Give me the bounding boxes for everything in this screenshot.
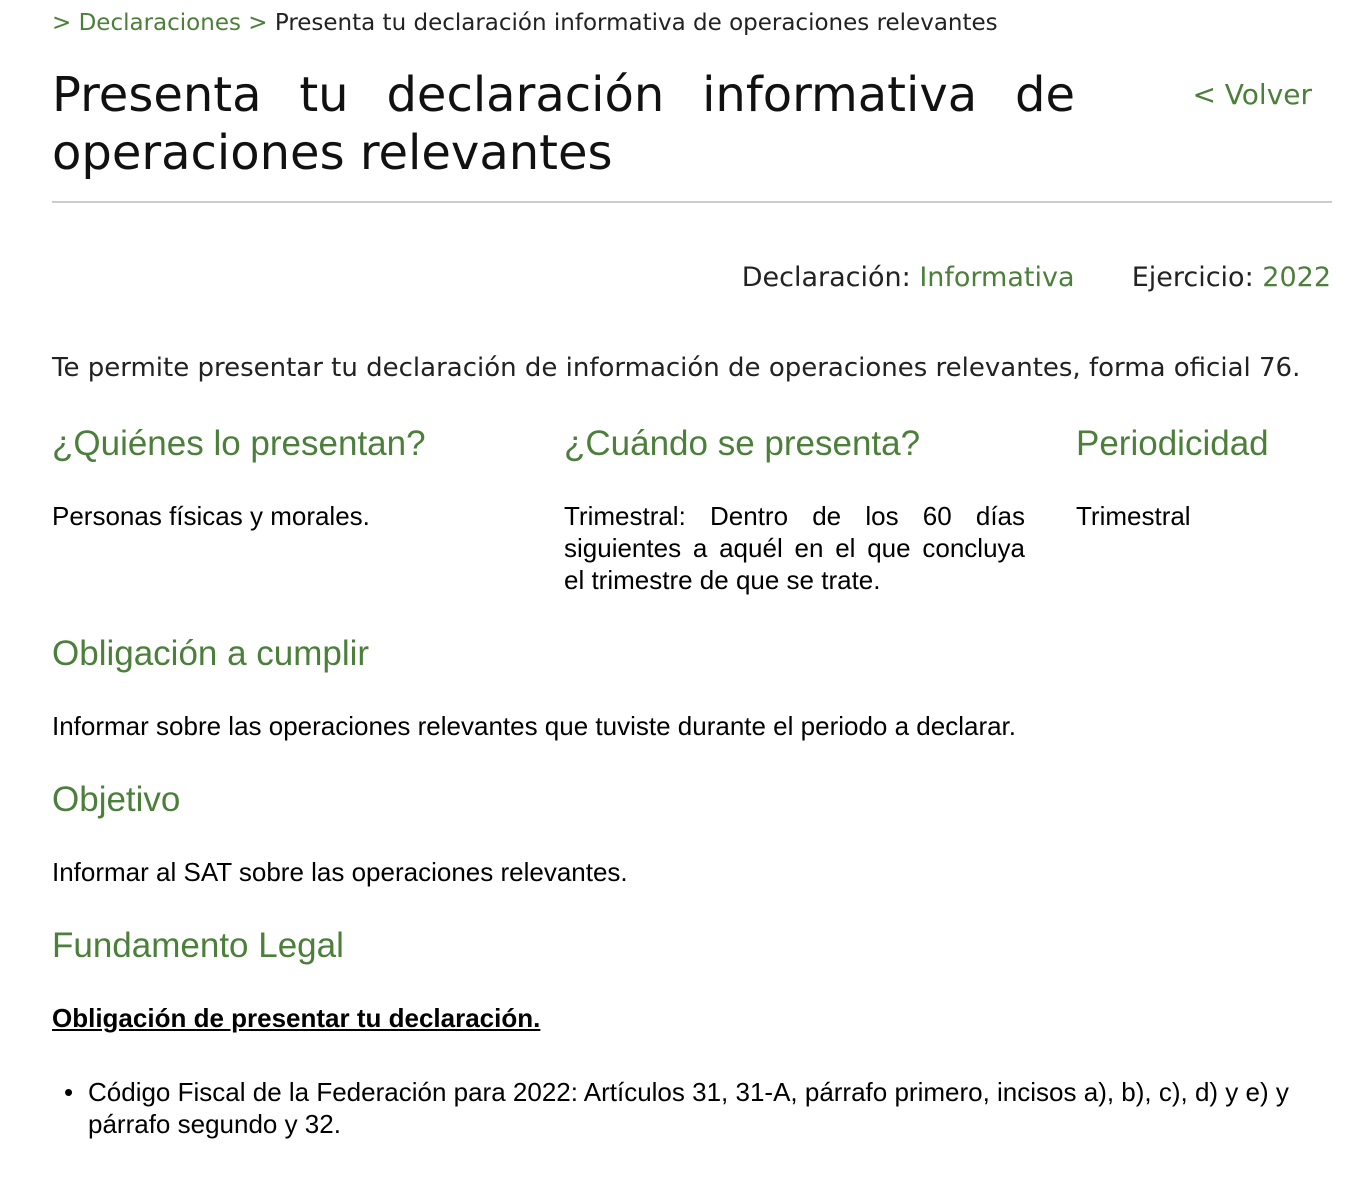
obligacion-heading: Obligación a cumplir bbox=[52, 634, 370, 673]
intro-text: Te permite presentar tu declaración de información de operaciones relevantes, forma oficial 76. bbox=[52, 353, 1301, 383]
page-title: Presenta tu declaración informativa de operaciones relevantes bbox=[52, 67, 1075, 181]
quienes-text: Personas físicas y morales. bbox=[52, 501, 370, 531]
fundamento-heading: Fundamento Legal bbox=[52, 926, 344, 965]
obligacion-text: Informar sobre las operaciones relevantes que tuviste durante el periodo a declarar. bbox=[52, 711, 1017, 741]
objetivo-heading: Objetivo bbox=[52, 780, 181, 819]
declaracion-value: Informativa bbox=[919, 262, 1075, 293]
periodicidad-text: Trimestral bbox=[1076, 501, 1191, 531]
quienes-heading: ¿Quiénes lo presentan? bbox=[52, 424, 426, 463]
legal-item-text: Código Fiscal de la Federación para 2022: Artículos 31, 31-A, párrafo primero, incisos a), b), c), d) y e) y párrafo segundo y 32. bbox=[88, 1077, 1289, 1139]
cuando-heading: ¿Cuándo se presenta? bbox=[564, 424, 921, 463]
header-divider bbox=[52, 201, 1332, 203]
bullet-icon: • bbox=[64, 1077, 74, 1107]
declaration-meta bbox=[742, 260, 1331, 296]
breadcrumb-link-declaraciones[interactable]: Declaraciones bbox=[78, 10, 241, 36]
fundamento-subtitle: Obligación de presentar tu declaración. bbox=[52, 1003, 541, 1033]
ejercicio-label: Ejercicio: bbox=[1131, 262, 1254, 293]
breadcrumb-current: Presenta tu declaración informativa de operaciones relevantes bbox=[274, 10, 998, 36]
cuando-text: Trimestral: Dentro de los 60 días siguientes a aquél en el que concluya el trimestre de que se trate. bbox=[564, 501, 1025, 595]
breadcrumb bbox=[52, 8, 998, 38]
ejercicio-value: 2022 bbox=[1262, 262, 1331, 293]
list-item bbox=[52, 1076, 1312, 1140]
periodicidad-heading: Periodicidad bbox=[1076, 424, 1269, 463]
breadcrumb-separator: > bbox=[248, 10, 268, 36]
legal-list bbox=[52, 1076, 1312, 1140]
declaracion-label: Declaración: bbox=[741, 262, 911, 293]
objetivo-text: Informar al SAT sobre las operaciones relevantes. bbox=[52, 857, 628, 887]
breadcrumb-separator: > bbox=[52, 10, 72, 36]
back-link[interactable]: < Volver bbox=[1192, 78, 1312, 111]
